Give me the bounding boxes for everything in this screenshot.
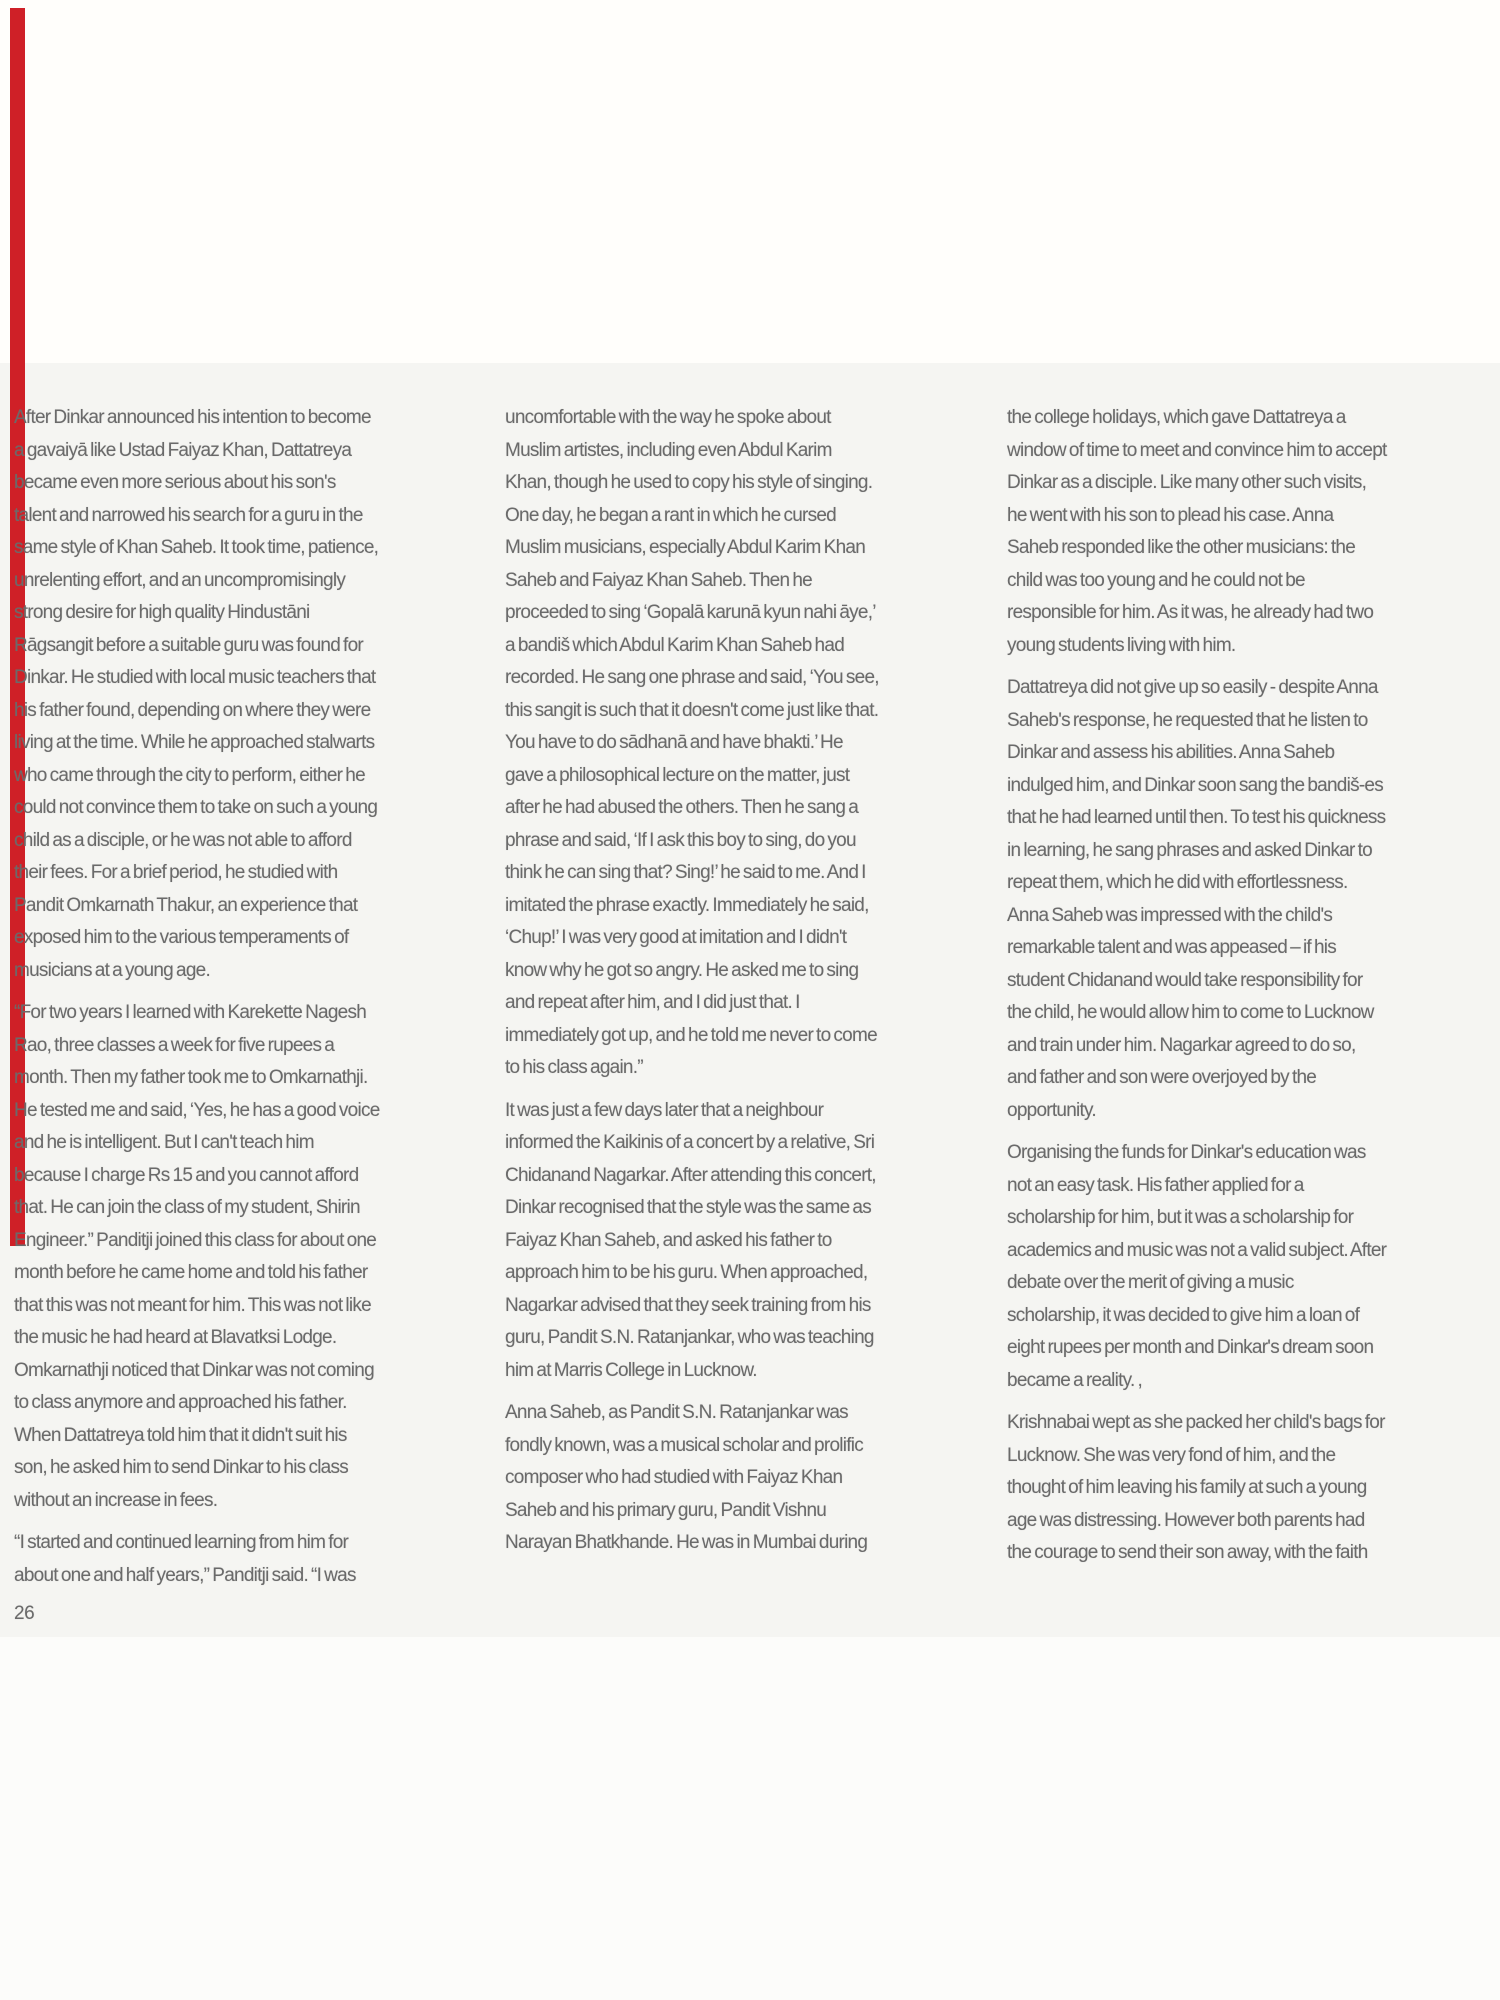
paragraph: Anna Saheb, as Pandit S.N. Ratanjankar was fondly known, was a musical scholar and prolific composer who had studied with Faiyaz Khan Saheb and his primary guru, Pandit Vishnu Narayan Bhatkhande. He was in Mumbai during [505, 1402, 868, 1553]
text-column-2 [505, 402, 879, 1570]
text-column-3 [1007, 402, 1387, 1580]
paragraph: It was just a few days later that a neighbour informed the Kaikinis of a concert by a relative, Sri Chidanand Nagarkar. After attending this concert, Dinkar recognised that the style was the same as Faiyaz Khan Saheb, and asked his father to approach him to be his guru. When approached, Nagarkar advised that they seek training from his guru, Pandit S.N. Ratanjankar, who was teaching him at Marris College in Lucknow. [505, 1099, 876, 1381]
paragraph: Organising the funds for Dinkar's education was not an easy task. His father applied for a scholarship for him, but it was a scholarship for academics and music was not a valid subject. After debate over the merit of giving a music scholarship, it was decided to give him a loan of eight rupees per month and Dinkar's dream soon became a reality. , [1007, 1142, 1387, 1391]
paragraph: Dattatreya did not give up so easily - despite Anna Saheb's response, he requested that he listen to Dinkar and assess his abilities. Anna Saheb indulged him, and Dinkar soon sang the bandiš-es that he had learned until then. To test his quickness in learning, he sang phrases and asked Dinkar to repeat them, which he did with effortlessness. Anna Saheb was impressed with the child's remarkable talent and was appeased – if his student Chidanand would take responsibility for the child, he would allow him to come to Lucknow and train under him. Nagarkar agreed to do so, and father and son were overjoyed by the opportunity. [1007, 677, 1386, 1121]
text-column-1 [14, 402, 380, 1602]
paragraph: “I started and continued learning from him for about one and half years,” Panditji said. “I was [14, 1532, 356, 1586]
paragraph: After Dinkar announced his intention to become a gavaiyā like Ustad Faiyaz Khan, Dattatreya became even more serious about his son's talent and narrowed his search for a guru in the same style of Khan Saheb. It took time, patience, unrelenting effort, and an uncompromisingly strong desire for high quality Hindustāni Rāgsangit before a suitable guru was found for Dinkar. He studied with local music teachers that his father found, depending on where they were living at the time. While he approached stalwarts who came through the city to perform, either he could not convince them to take on such a young child as a disciple, or he was not able to afford their fees. For a brief period, he studied with Pandit Omkarnath Thakur, an experience that exposed him to the various temperaments of musicians at a young age. [14, 407, 379, 981]
paragraph: uncomfortable with the way he spoke about Muslim artistes, including even Abdul Karim Khan, though he used to copy his style of singing. One day, he began a rant in which he cursed Muslim musicians, especially Abdul Karim Khan Saheb and Faiyaz Khan Saheb. Then he proceeded to sing ‘Gopalā karunā kyun nahi āye,’ a bandiš which Abdul Karim Khan Saheb had recorded. He sang one phrase and said, ‘You see, this sangit is such that it doesn't come just like that. You have to do sādhanā and have bhakti.’ He gave a philosophical lecture on the matter, just after he had abused the others. Then he sang a phrase and said, ‘If I ask this boy to sing, do you think he can sing that? Sing!’ he said to me. And I imitated the phrase exactly. Immediately he said, ‘Chup!’ I was very good at imitation and I didn't know why he got so angry. He asked me to sing and repeat after him, and I did just that. I immediately got up, and he told me never to come to his class again.” [505, 407, 879, 1078]
paragraph: Krishnabai wept as she packed her child's bags for Lucknow. She was very fond of him, and the thought of him leaving his family at such a young age was distressing. However both parents had the courage to send their son away, with the faith [1007, 1412, 1385, 1563]
paragraph: “For two years I learned with Karekette Nagesh Rao, three classes a week for five rupees a month. Then my father took me to Omkarnathji. He tested me and said, ‘Yes, he has a good voice and he is intelligent. But I can't teach him because I charge Rs 15 and you cannot afford that. He can join the class of my student, Shirin Engineer.” Panditji joined this class for about one month before he came home and told his father that this was not meant for him. This was not like the music he had heard at Blavatksi Lodge. Omkarnathji noticed that Dinkar was not coming to class anymore and approached his father. When Dattatreya told him that it didn't suit his son, he asked him to send Dinkar to his class without an increase in fees. [14, 1002, 380, 1511]
page-scan-bottom-edge [0, 1637, 1500, 2000]
paragraph: the college holidays, which gave Dattatreya a window of time to meet and convince him to accept Dinkar as a disciple. Like many other such visits, he went with his son to plead his case. Anna Saheb responded like the other musicians: the child was too young and he could not be responsible for him. As it was, he already had two young students living with him. [1007, 407, 1387, 656]
page-number: 26 [14, 1603, 35, 1624]
